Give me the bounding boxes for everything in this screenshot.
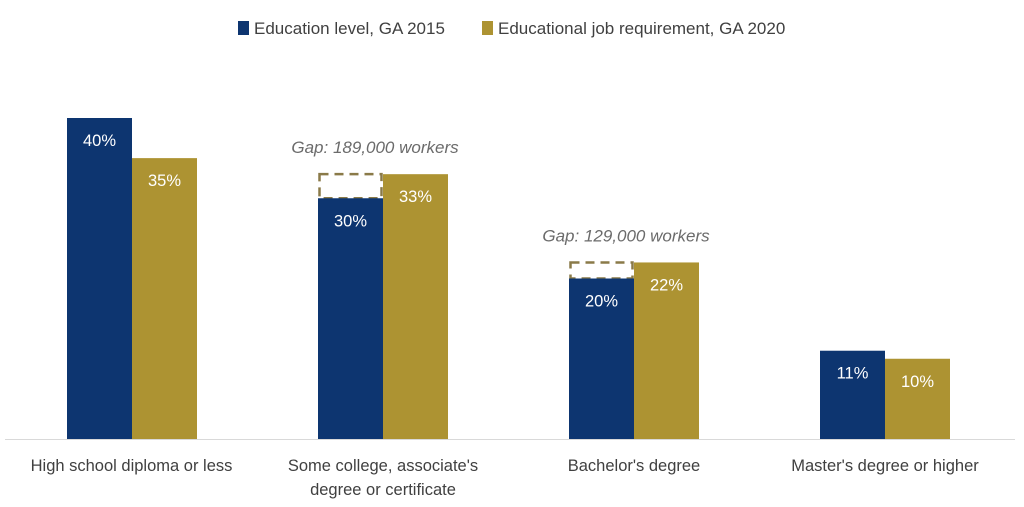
bar-value-label: 20%	[584, 292, 619, 311]
bar-value-label: 10%	[900, 372, 935, 391]
bar-education-level-2	[318, 198, 383, 439]
legend-label-1: Education level, GA 2015	[254, 19, 445, 38]
bar-value-label: 35%	[147, 172, 182, 191]
bar-value-label: 11%	[836, 364, 869, 383]
category-label-2: Some college, associate's	[287, 457, 479, 475]
gap-box-1	[320, 174, 382, 198]
category-labels	[31, 457, 980, 499]
legend	[238, 19, 785, 38]
gap-label-2: Gap: 129,000 workers	[542, 226, 710, 246]
category-label-3: Bachelor's degree	[567, 457, 701, 475]
bar-education-level-1	[67, 118, 132, 439]
bar-job-requirement-2	[383, 174, 448, 439]
category-label-4: Master's degree or higher	[791, 457, 979, 475]
bar-job-requirement-1	[132, 158, 197, 439]
category-label-1: High school diploma or less	[30, 457, 233, 475]
bar-value-label: 40%	[82, 132, 117, 150]
gap-label-1: Gap: 189,000 workers	[291, 138, 459, 158]
category-label-2: degree or certificate	[310, 481, 456, 499]
legend-label-2: Educational job requirement, GA 2020	[498, 19, 786, 38]
bar-job-requirement-4	[885, 359, 950, 439]
gap-box-2	[571, 262, 633, 278]
bar-value-label: 33%	[398, 188, 433, 207]
legend-swatch-1	[238, 21, 249, 35]
bars	[67, 118, 950, 439]
legend-swatch-2	[482, 21, 493, 35]
bar-value-label: 30%	[333, 212, 368, 231]
bar-value-label: 22%	[649, 276, 684, 295]
